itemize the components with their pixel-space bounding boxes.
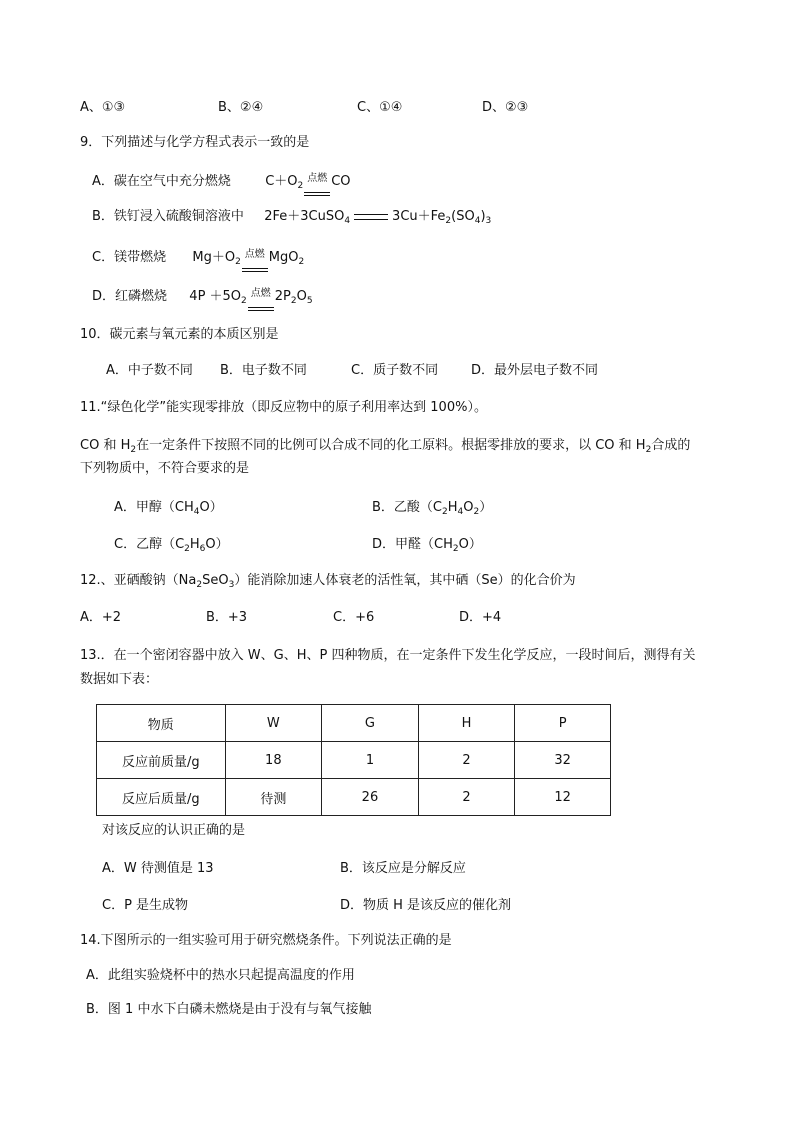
q10-option-c: C．质子数不同 [351,363,439,378]
table-cell: P [515,705,611,742]
q9-stem: 9．下列描述与化学方程式表示一致的是 [80,135,310,150]
q9-a-label: A．碳在空气中充分燃烧 [92,174,231,189]
q9-c-equation: $Mg+O_2$ 点燃 MgO$_2$ [192,248,304,272]
q11-desc-line-1: CO 和 $H_2$在一定条件下按照不同的比例可以合成不同的化工原料。根据零排放的要求，以 CO 和 $H_2$合成的 [80,438,691,455]
q9-a-equation: $C+O_2$ 点燃 CO [265,172,350,196]
q14-stem: 14.下图所示的一组实验可用于研究燃烧条件。下列说法正确的是 [80,933,452,948]
q9-option-d [92,287,313,311]
q8-option-c: C、①④ [357,100,403,115]
table-cell: W [225,705,322,742]
table-cell: H [418,705,515,742]
q13-option-a: A．W 待测值是 13 [102,861,214,876]
q11-stem: 11.“绿色化学”能实现零排放（即反应物中的原子利用率达到 100%）。 [80,400,487,415]
ignite-condition: 点燃 [241,259,269,272]
table-cell: 26 [322,779,419,816]
table-cell: 12 [515,779,611,816]
q13-stem-line-1: 13.．在一个密闭容器中放入 W、G、H、P 四种物质，在一定条件下发生化学反应，一段时间后，测得有关 [80,648,696,663]
q9-option-a [92,172,351,196]
q13-option-b: B．该反应是分解反应 [340,861,466,876]
table-cell: 物质 [97,705,226,742]
table-cell: 32 [515,742,611,779]
q8-option-a: A、①③ [80,100,126,115]
table-row [97,742,611,779]
ignite-condition: 点燃 [247,298,275,311]
table-cell: 反应后质量/g [97,779,226,816]
q10-option-d: D．最外层电子数不同 [471,363,599,378]
table-cell: 反应前质量/g [97,742,226,779]
ignite-condition: 点燃 [303,183,331,196]
q11-option-a: A．甲醇$(CH_4O)$ [114,500,223,517]
q13-option-d: D．物质 H 是该反应的催化剂 [340,898,512,913]
q9-d-label: D．红磷燃烧 [92,289,168,304]
q13-data-table [96,704,611,816]
q12-option-d: D．+4 [459,610,502,625]
table-cell: 18 [225,742,322,779]
q12-option-a: A．+2 [80,610,122,625]
equals-sign [354,214,388,220]
table-cell: 待测 [225,779,322,816]
q9-option-b [92,207,491,231]
q8-option-b: B、②④ [218,100,264,115]
q13-option-c: C．P 是生成物 [102,898,189,913]
q8-option-d: D、②③ [482,100,529,115]
q13-prompt: 对该反应的认识正确的是 [102,823,246,838]
table-cell: 1 [322,742,419,779]
q14-option-b: B．图 1 中水下白磷未燃烧是由于没有与氧气接触 [86,1002,372,1017]
q12-stem: 12.、亚硒酸钠$(Na_2SeO_3)$能消除加速人体衰老的活性氧，其中硒（Se）的化合价为 [80,573,576,590]
q11-desc-line-2: 下列物质中，不符合要求的是 [80,461,250,476]
q12-option-b: B．+3 [206,610,248,625]
q13-stem-line-2: 数据如下表： [80,672,159,687]
q9-d-equation: $4P +5O_2$ 点燃 $2P_2O_5$ [189,287,312,311]
table-row [97,779,611,816]
q10-option-a: A．中子数不同 [106,363,193,378]
table-cell: G [322,705,419,742]
q9-option-c [92,248,304,272]
q14-option-a: A．此组实验烧杯中的热水只起提高温度的作用 [86,968,355,983]
q11-option-c: C．乙醇$(C_2H_6O)$ [114,537,229,554]
table-cell: 2 [418,779,515,816]
q9-b-equation: 2Fe＋3CuSO$_4$ $3Cu+Fe_2(SO_4)_3$ [264,209,492,226]
q11-option-d: D．甲醛$(CH_2O)$ [372,537,482,554]
q10-option-b: B．电子数不同 [220,363,307,378]
q9-b-label: B．铁钉浸入硫酸铜溶液中 [92,209,244,224]
q9-c-label: C．镁带燃烧 [92,250,167,265]
q11-option-b: B．乙酸$(C_2H_4O_2)$ [372,500,493,517]
table-cell: 2 [418,742,515,779]
table-header-row [97,705,611,742]
q10-stem: 10．碳元素与氧元素的本质区别是 [80,327,279,342]
q12-option-c: C．+6 [333,610,375,625]
